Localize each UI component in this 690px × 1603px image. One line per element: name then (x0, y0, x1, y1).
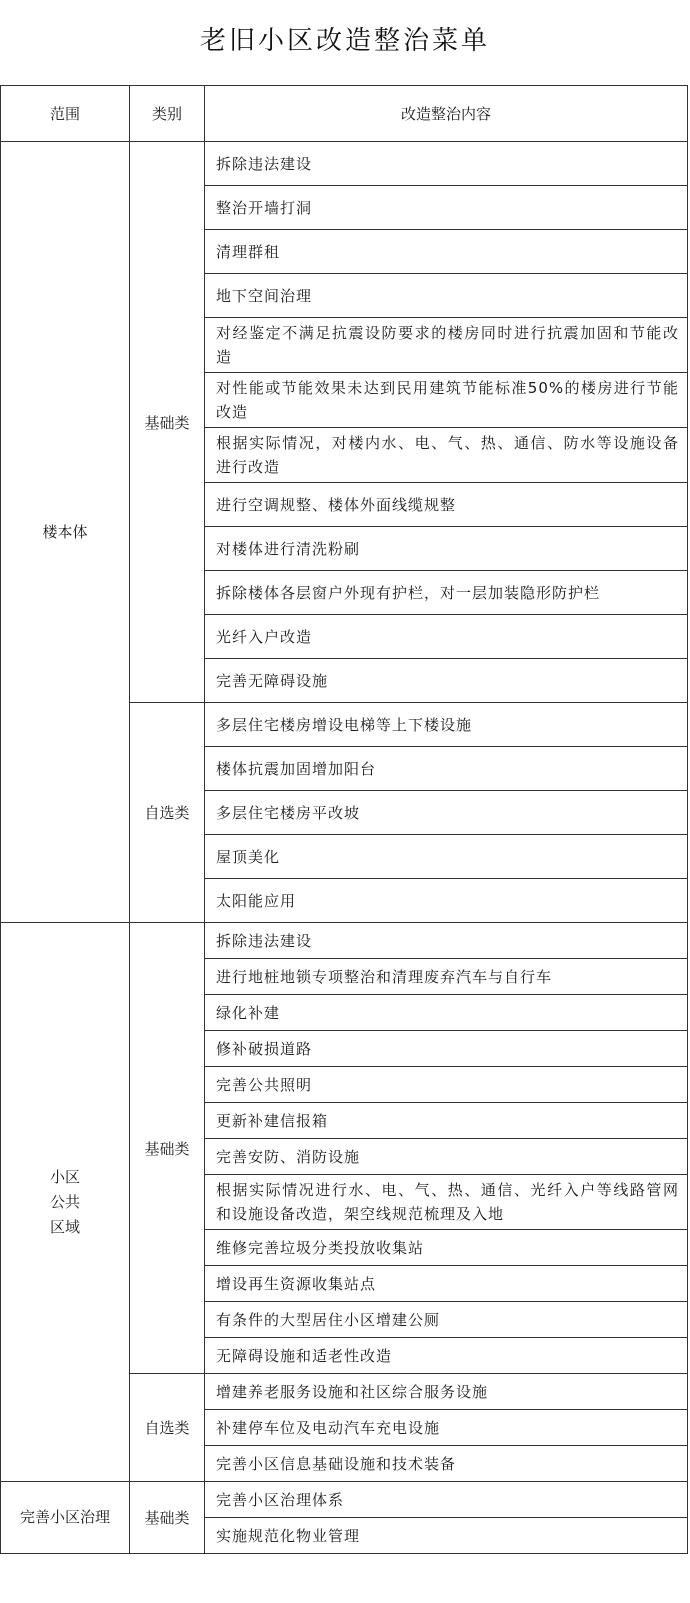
table-row (1, 1482, 688, 1518)
table-row (1, 923, 688, 959)
content-cell: 无障碍设施和适老性改造 (205, 1338, 688, 1374)
content-cell: 维修完善垃圾分类投放收集站 (205, 1230, 688, 1266)
content-cell: 完善无障碍设施 (205, 659, 688, 703)
content-cell: 增建养老服务设施和社区综合服务设施 (205, 1374, 688, 1410)
scope-cell (1, 1482, 130, 1554)
category-cell: 基础类 (130, 923, 205, 1374)
category-cell: 自选类 (130, 703, 205, 923)
content-cell: 完善小区信息基础设施和技术装备 (205, 1446, 688, 1482)
content-cell: 实施规范化物业管理 (205, 1518, 688, 1554)
content-cell: 对性能或节能效果未达到民用建筑节能标准50%的楼房进行节能改造 (205, 373, 688, 428)
content-cell: 更新补建信报箱 (205, 1103, 688, 1139)
category-cell: 基础类 (130, 1482, 205, 1554)
content-cell: 地下空间治理 (205, 274, 688, 318)
header-content: 改造整治内容 (205, 86, 688, 142)
content-cell: 屋顶美化 (205, 835, 688, 879)
content-cell: 根据实际情况，对楼内水、电、气、热、通信、防水等设施设备进行改造 (205, 428, 688, 483)
content-cell: 进行空调规整、楼体外面线缆规整 (205, 483, 688, 527)
content-cell: 太阳能应用 (205, 879, 688, 923)
content-cell: 修补破损道路 (205, 1031, 688, 1067)
content-cell: 完善公共照明 (205, 1067, 688, 1103)
scope-label: 区域 (49, 1217, 80, 1236)
header-scope: 范围 (1, 86, 130, 142)
table-row (1, 142, 688, 186)
content-cell: 完善小区治理体系 (205, 1482, 688, 1518)
header-category: 类别 (130, 86, 205, 142)
renovation-menu-table (0, 85, 688, 1554)
content-cell: 有条件的大型居住小区增建公厕 (205, 1302, 688, 1338)
content-cell: 光纤入户改造 (205, 615, 688, 659)
content-cell: 多层住宅楼房平改坡 (205, 791, 688, 835)
content-cell: 对楼体进行清洗粉刷 (205, 527, 688, 571)
content-cell: 拆除违法建设 (205, 923, 688, 959)
category-cell: 基础类 (130, 142, 205, 703)
scope-label: 小区 (49, 1167, 80, 1186)
scope-cell (1, 142, 130, 923)
scope-label: 楼本体 (42, 522, 88, 541)
content-cell: 绿化补建 (205, 995, 688, 1031)
content-cell: 增设再生资源收集站点 (205, 1266, 688, 1302)
page-title: 老旧小区改造整治菜单 (199, 26, 490, 56)
content-cell: 清理群租 (205, 230, 688, 274)
category-cell: 自选类 (130, 1374, 205, 1482)
scope-cell (1, 923, 130, 1482)
content-cell: 整治开墙打洞 (205, 186, 688, 230)
content-cell: 进行地桩地锁专项整治和清理废弃汽车与自行车 (205, 959, 688, 995)
content-cell: 补建停车位及电动汽车充电设施 (205, 1410, 688, 1446)
scope-label: 完善小区治理 (19, 1508, 110, 1526)
content-cell: 楼体抗震加固增加阳台 (205, 747, 688, 791)
content-cell: 多层住宅楼房增设电梯等上下楼设施 (205, 703, 688, 747)
content-cell: 对经鉴定不满足抗震设防要求的楼房同时进行抗震加固和节能改造 (205, 318, 688, 373)
content-cell: 完善安防、消防设施 (205, 1139, 688, 1175)
content-cell: 拆除楼体各层窗户外现有护栏，对一层加装隐形防护栏 (205, 571, 688, 615)
content-cell: 拆除违法建设 (205, 142, 688, 186)
scope-label: 公共 (49, 1192, 80, 1211)
content-cell: 根据实际情况进行水、电、气、热、通信、光纤入户等线路管网和设施设备改造，架空线规范梳理及入地 (205, 1175, 688, 1230)
table-body (1, 142, 688, 1554)
table-header-row (1, 86, 688, 142)
